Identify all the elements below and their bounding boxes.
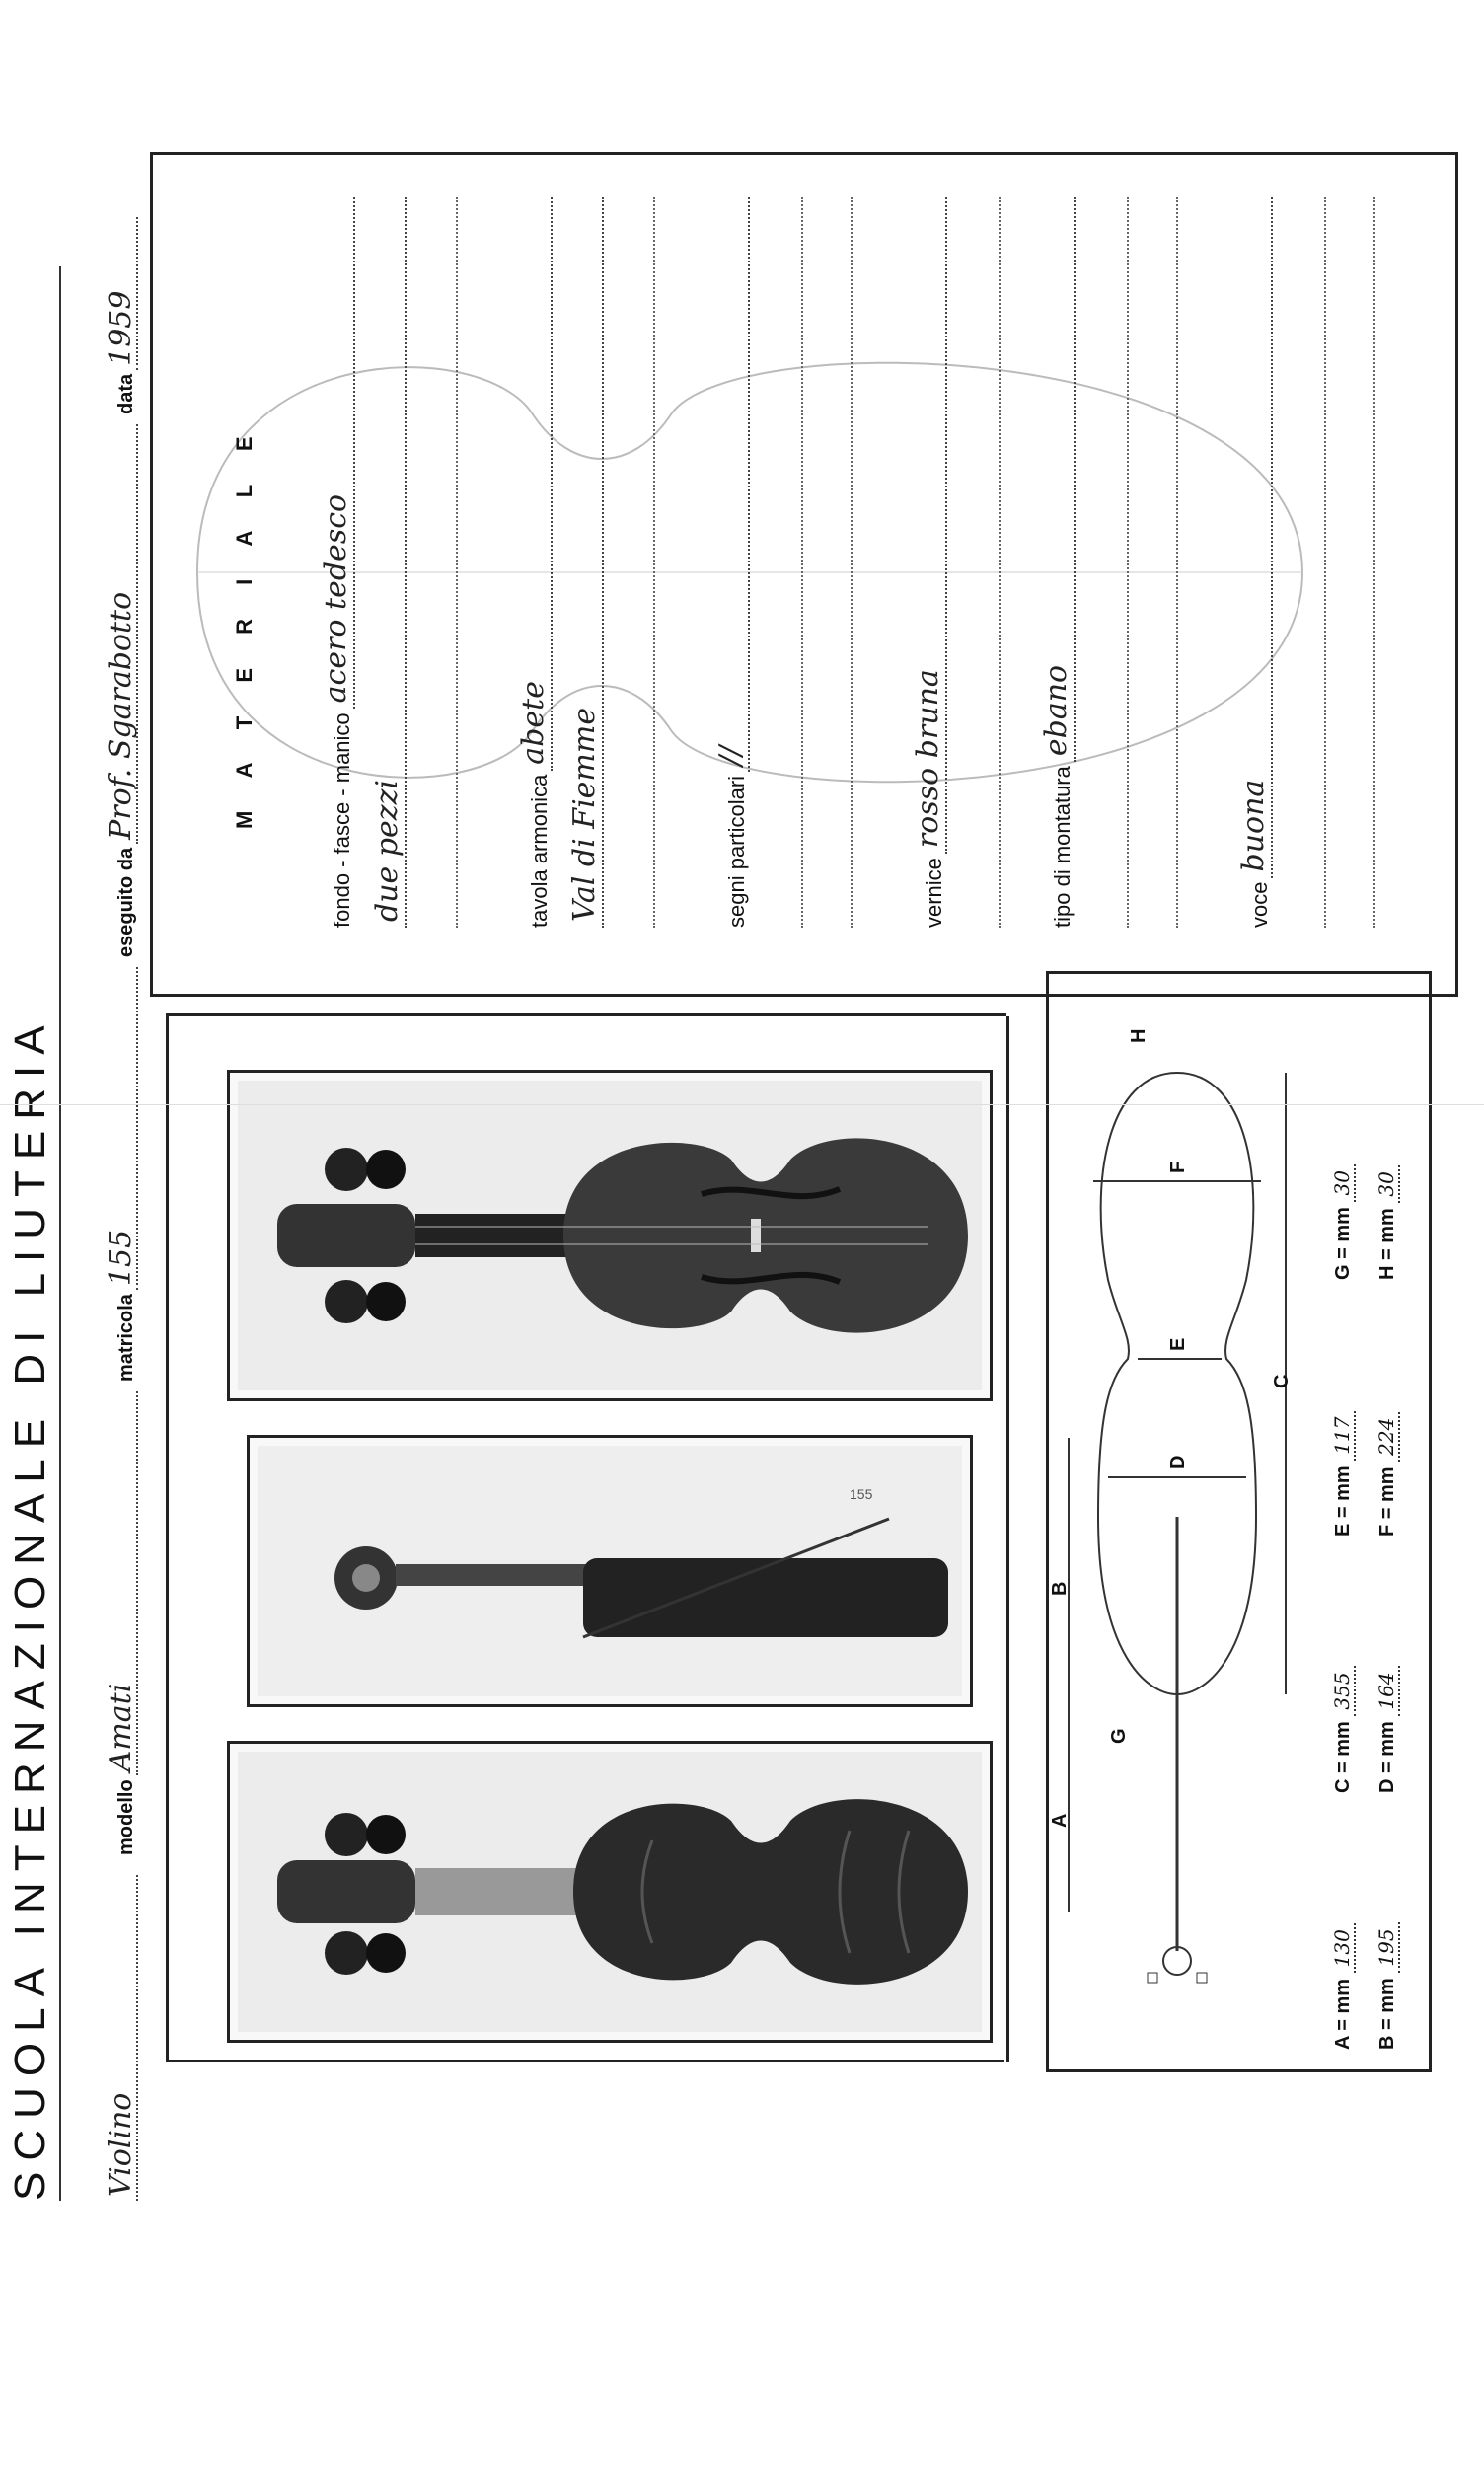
measurement-h xyxy=(1374,1165,1399,1280)
diagram-letter-d: D xyxy=(1167,1455,1189,1469)
instrument-value: Violino xyxy=(107,1875,138,2201)
measurement-c-label: C = mm xyxy=(1332,1721,1354,1793)
data-field xyxy=(103,217,138,414)
measurement-d xyxy=(1374,1666,1399,1793)
measurement-h-value: 30 xyxy=(1374,1165,1400,1202)
diagram-letter-g: G xyxy=(1108,1728,1130,1744)
material-row-vernice-label: vernice xyxy=(922,858,946,928)
model-value: Amati xyxy=(107,1391,138,1775)
photo-area-right-rule xyxy=(166,1013,1006,1016)
material-row-montatura xyxy=(1036,197,1076,928)
data-value: 1959 xyxy=(107,217,138,370)
measurement-g-label: G = mm xyxy=(1332,1207,1354,1280)
measurement-d-label: D = mm xyxy=(1376,1721,1398,1793)
diagram-letter-a: A xyxy=(1049,1813,1071,1828)
measurement-b-label: B = mm xyxy=(1376,1978,1398,2050)
material-row-vernice-value: rosso bruna xyxy=(911,197,947,854)
measurement-a-value: 130 xyxy=(1330,1923,1356,1973)
eseguito-field xyxy=(103,424,138,957)
eseguito-value: Prof. Sgarabotto xyxy=(107,424,138,844)
data-label: data xyxy=(115,373,137,414)
material-row-voce-value: buona xyxy=(1236,197,1273,878)
violin-front-image xyxy=(238,1081,982,1390)
violin-side-image xyxy=(258,1446,962,1696)
materials-ruled-line xyxy=(851,197,853,928)
material-row-tavola xyxy=(513,197,553,928)
photo-area-bottom-rule xyxy=(1006,1016,1009,2062)
material-row-tavola-value: abete xyxy=(516,197,553,771)
material-row-fondo-2 xyxy=(367,197,407,928)
measurement-e-value: 117 xyxy=(1330,1411,1356,1461)
photo-back xyxy=(238,1752,982,2032)
measurement-d-value: 164 xyxy=(1374,1666,1400,1715)
measurement-f-label: F = mm xyxy=(1376,1466,1398,1537)
materials-ruled-line xyxy=(653,197,655,928)
violin-outline-diagram xyxy=(1049,980,1305,2069)
measurement-b xyxy=(1374,1922,1399,2050)
measurement-c-value: 355 xyxy=(1330,1666,1356,1715)
material-row-montatura-value: ebano xyxy=(1039,197,1076,762)
material-row-segni-value: // xyxy=(713,197,750,772)
model-label: modello xyxy=(115,1779,137,1855)
measurement-e xyxy=(1330,1411,1355,1537)
matricola-label: matricola xyxy=(115,1294,137,1382)
material-row-segni xyxy=(710,197,750,928)
measurement-c xyxy=(1330,1666,1355,1793)
material-row-montatura-label: tipo di montatura xyxy=(1050,766,1075,928)
materials-ruled-line xyxy=(456,197,458,928)
diagram-letter-b: B xyxy=(1049,1581,1071,1596)
matricola-value: 155 xyxy=(107,967,138,1290)
photo-side xyxy=(258,1446,962,1696)
photo-back-frame xyxy=(227,1741,993,2043)
materials-ruled-line xyxy=(1127,197,1129,928)
measurement-g xyxy=(1330,1164,1355,1280)
measurement-e-label: E = mm xyxy=(1332,1465,1354,1537)
diagram-letter-c: C xyxy=(1271,1374,1293,1388)
instrument-field xyxy=(103,1875,138,2201)
photo-front-frame xyxy=(227,1070,993,1401)
photo-side-frame xyxy=(247,1435,973,1707)
materials-ruled-line xyxy=(1324,197,1326,928)
material-row-fondo-value-2: due pezzi xyxy=(370,197,407,928)
measurement-h-label: H = mm xyxy=(1376,1208,1398,1280)
material-row-tavola-label: tavola armonica xyxy=(527,774,552,928)
diagram-letter-h: H xyxy=(1128,1028,1150,1043)
material-row-voce-label: voce xyxy=(1247,881,1272,928)
material-row-fondo-value: acero tedesco xyxy=(319,197,355,709)
material-row-tavola-value-2: Val di Fiemme xyxy=(567,197,604,928)
materials-ruled-line xyxy=(801,197,803,928)
photo-front xyxy=(238,1081,982,1390)
measurement-a xyxy=(1330,1923,1355,2050)
eseguito-label: eseguito da xyxy=(115,847,137,957)
fold-line xyxy=(0,1104,1484,1105)
title-underline xyxy=(59,266,61,2201)
photo-area-top-rule xyxy=(166,1016,169,2062)
materials-title: M A T E R I A L E xyxy=(232,422,257,829)
matricola-field xyxy=(103,967,138,1382)
school-title: SCUOLA INTERNAZIONALE DI LIUTERIA xyxy=(6,1014,54,2201)
measurement-a-label: A = mm xyxy=(1332,1978,1354,2050)
measurement-b-value: 195 xyxy=(1374,1922,1400,1972)
measurement-f-value: 224 xyxy=(1374,1412,1400,1462)
model-field xyxy=(103,1391,138,1855)
material-row-fondo-label: fondo - fasce - manico xyxy=(330,712,354,928)
diagram-letter-e: E xyxy=(1167,1337,1189,1351)
diagram-letter-f: F xyxy=(1167,1161,1189,1173)
materials-ruled-line xyxy=(1373,197,1375,928)
diagram-frame xyxy=(1046,971,1432,2072)
violin-back-image xyxy=(238,1752,982,2032)
side-photo-tag: 155 xyxy=(850,1486,873,1502)
photo-area-left-rule xyxy=(166,2060,1004,2062)
materials-ruled-line xyxy=(1176,197,1178,928)
material-row-voce xyxy=(1233,197,1273,928)
material-row-fondo xyxy=(316,197,355,928)
material-row-segni-label: segni particolari xyxy=(724,775,749,928)
measurement-g-value: 30 xyxy=(1330,1164,1356,1201)
materials-ruled-line xyxy=(999,197,1001,928)
material-row-vernice xyxy=(908,197,947,928)
measurement-f xyxy=(1374,1412,1399,1537)
material-row-tavola-2 xyxy=(564,197,604,928)
